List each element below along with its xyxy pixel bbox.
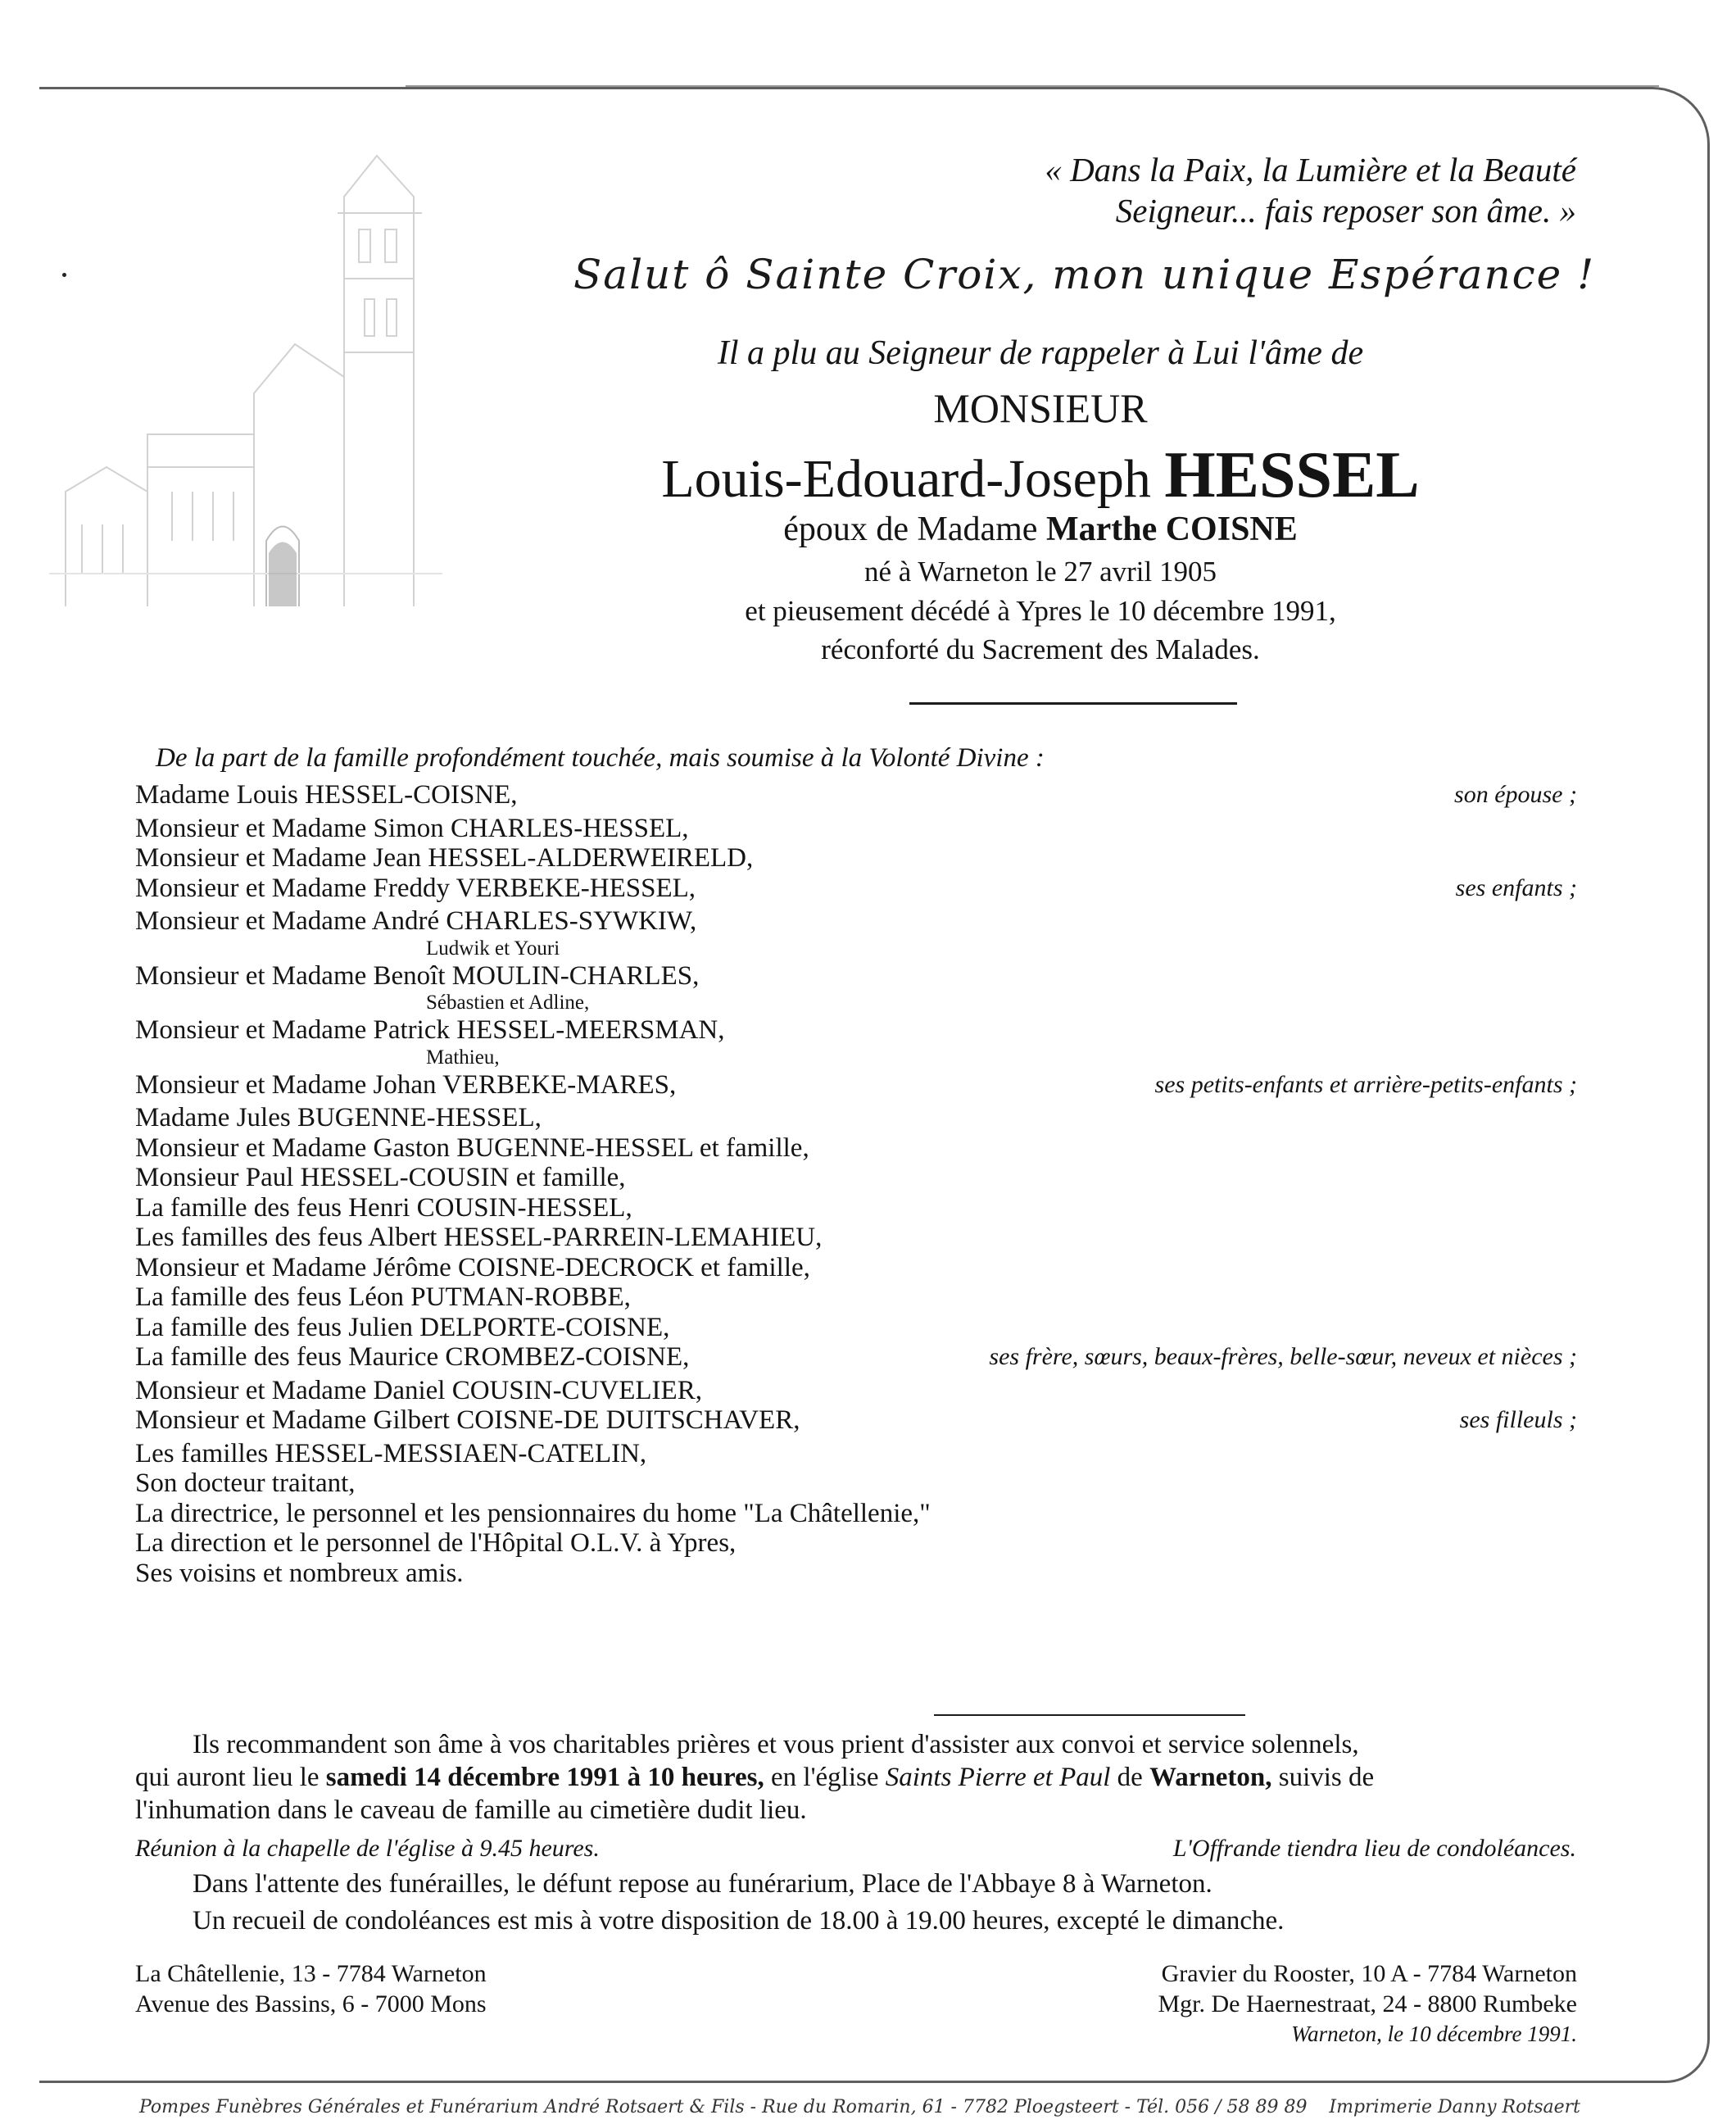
deceased-surname: HESSEL (1164, 439, 1420, 511)
ceremony-line-2 (135, 1762, 1374, 1793)
address-right (1158, 1958, 1577, 2049)
family-row (135, 1103, 1577, 1133)
family-row (135, 1342, 1577, 1373)
family-member: Monsieur Paul HESSEL-COUSIN et famille, (135, 1163, 626, 1192)
ceremony-church: Saints Pierre et Paul (885, 1763, 1111, 1792)
spouse-line (459, 510, 1622, 549)
ceremony-text-b: en l'église (764, 1763, 886, 1792)
address-left-line-2: Avenue des Bassins, 6 - 7000 Mons (135, 1990, 487, 2017)
family-row (135, 1282, 1577, 1313)
family-row (135, 1015, 1577, 1046)
family-member: Monsieur et Madame Daniel COUSIN-CUVELIER, (135, 1375, 702, 1405)
family-member: Monsieur et Madame Benoît MOULIN-CHARLES, (135, 960, 700, 991)
reunion-note: Réunion à la chapelle de l'église à 9.45 heures. (135, 1835, 600, 1862)
family-relation: son épouse ; (1454, 781, 1577, 808)
funerarium-line: Dans l'attente des funérailles, le défunt repose au funérarium, Place de l'Abbaye 8 à Warneton. (193, 1869, 1212, 1899)
family-relation: ses enfants ; (1455, 874, 1577, 901)
family-member: Madame Louis HESSEL-COISNE, (135, 780, 518, 810)
printer-left: Pompes Funèbres Générales et Funérarium André Rotsaert & Fils - Rue du Romarin, 61 - 7782 Ploegsteert - Tél. 056 / 58 89 89 (139, 2097, 1308, 2117)
family-row (135, 780, 1577, 810)
ceremony-date: samedi 14 décembre 1991 à 10 heures, (325, 1763, 764, 1792)
family-row (135, 1405, 1577, 1436)
quote-line-2: Seigneur... fais reposer son âme. » (1115, 192, 1576, 229)
ceremony-text-d: suivis de (1271, 1763, 1375, 1792)
script-line: Salut ô Sainte Croix, mon unique Espérance ! (573, 251, 1596, 298)
family-descendants: Ludwik et Youri (426, 937, 560, 960)
ceremony-text-c: de (1110, 1763, 1150, 1792)
family-row (135, 1468, 1577, 1499)
family-row (135, 1046, 1577, 1070)
spouse-prefix: époux de Madame (783, 511, 1038, 548)
family-member: La direction et le personnel de l'Hôpital O.L.V. à Ypres, (135, 1528, 737, 1558)
family-member: Monsieur et Madame Simon CHARLES-HESSEL, (135, 813, 689, 843)
family-row (135, 1499, 1577, 1529)
family-row (135, 1193, 1577, 1223)
family-descendants: Mathieu, (426, 1046, 500, 1069)
family-member: Son docteur traitant, (135, 1468, 356, 1498)
recueil-line: Un recueil de condoléances est mis à votre disposition de 18.00 à 19.00 heures, excepté le dimanche. (193, 1906, 1285, 1936)
family-row (135, 906, 1577, 937)
family-member: La famille des feus Léon PUTMAN-ROBBE, (135, 1282, 631, 1312)
family-row (135, 1253, 1577, 1283)
ceremony-line-3: l'inhumation dans le caveau de famille au cimetière dudit lieu. (135, 1795, 807, 1825)
family-member: Monsieur et Madame Patrick HESSEL-MEERSMAN, (135, 1015, 725, 1045)
offrande-note: L'Offrande tiendra lieu de condoléances. (1172, 1835, 1576, 1862)
family-row (135, 961, 1577, 992)
family-row (135, 991, 1577, 1015)
family-member: Madame Jules BUGENNE-HESSEL, (135, 1103, 542, 1132)
family-member: Les familles des feus Albert HESSEL-PARREIN-LEMAHIEU, (135, 1223, 823, 1252)
family-row (135, 937, 1577, 961)
family-row (135, 1223, 1577, 1253)
printer-right: Imprimerie Danny Rotsaert (1329, 2097, 1580, 2117)
address-right-line-2: Mgr. De Haernestraat, 24 - 8800 Rumbeke (1158, 1990, 1577, 2017)
church-sketch-image (49, 82, 442, 606)
birth-line: né à Warneton le 27 avril 1905 (863, 556, 1217, 588)
family-member: Monsieur et Madame André CHARLES-SYWKIW, (135, 906, 697, 936)
family-relation: ses petits-enfants et arrière-petits-enfants ; (1154, 1070, 1577, 1098)
ceremony-text-a: qui auront lieu le (135, 1763, 326, 1792)
family-member: Monsieur et Madame Gilbert COISNE-DE DUITSCHAVER, (135, 1405, 800, 1435)
divider-top (909, 702, 1237, 705)
ceremony-line-1: Ils recommandent son âme à vos charitables prières et vous prient d'assister aux convoi et service solennels, (193, 1730, 1359, 1759)
family-row (135, 874, 1577, 904)
quote-line-1: « Dans la Paix, la Lumière et la Beauté (1045, 151, 1576, 188)
family-member: La famille des feus Maurice CROMBEZ-COISNE, (135, 1342, 690, 1372)
family-member: La famille des feus Julien DELPORTE-COISNE, (135, 1312, 670, 1342)
family-row (135, 1376, 1577, 1406)
family-row (135, 1163, 1577, 1193)
family-member: Monsieur et Madame Johan VERBEKE-MARES, (135, 1069, 677, 1100)
family-member: Monsieur et Madame Jean HESSEL-ALDERWEIRELD, (135, 843, 754, 873)
intro-line: Il a plu au Seigneur de rappeler à Lui l'âme de (717, 334, 1364, 372)
family-member: Ses voisins et nombreux amis. (135, 1558, 464, 1588)
death-line: et pieusement décédé à Ypres le 10 décembre 1991, (745, 595, 1336, 627)
deceased-given-names: Louis-Edouard-Joseph (661, 449, 1151, 509)
title-monsieur: MONSIEUR (933, 385, 1148, 431)
family-row (135, 1313, 1577, 1343)
family-row (135, 1439, 1577, 1469)
family-member: La famille des feus Henri COUSIN-HESSEL, (135, 1192, 632, 1223)
dateline: Warneton, le 10 décembre 1991. (1291, 2022, 1577, 2046)
family-intro: De la part de la famille profondément touchée, mais soumise à la Volonté Divine : (156, 743, 1045, 773)
sacrament-line: réconforté du Sacrement des Malades. (821, 633, 1260, 665)
address-left (135, 1958, 487, 2019)
family-relation: ses filleuls ; (1459, 1406, 1577, 1433)
family-member: La directrice, le personnel et les pensionnaires du home "La Châtellenie," (135, 1498, 931, 1528)
family-member: Les familles HESSEL-MESSIAEN-CATELIN, (135, 1438, 647, 1468)
family-row (135, 843, 1577, 874)
family-row (135, 1070, 1577, 1101)
family-member: Monsieur et Madame Jérôme COISNE-DECROCK et famille, (135, 1252, 810, 1282)
address-right-line-1: Gravier du Rooster, 10 A - 7784 Warneton (1161, 1960, 1577, 1987)
spouse-name: Marthe COISNE (1045, 511, 1298, 548)
family-row (135, 1559, 1577, 1589)
family-descendants: Sébastien et Adline, (426, 992, 590, 1014)
family-row (135, 814, 1577, 844)
family-member: Monsieur et Madame Freddy VERBEKE-HESSEL, (135, 873, 696, 903)
family-relation: ses frère, sœurs, beaux-frères, belle-sœur, neveux et nièces ; (989, 1343, 1577, 1370)
family-list (135, 780, 1577, 1588)
family-row (135, 1133, 1577, 1164)
address-left-line-1: La Châtellenie, 13 - 7784 Warneton (135, 1960, 487, 1987)
family-member: Monsieur et Madame Gaston BUGENNE-HESSEL et famille, (135, 1132, 809, 1163)
family-row (135, 1528, 1577, 1559)
divider-bottom (934, 1714, 1245, 1716)
ceremony-town: Warneton, (1149, 1763, 1272, 1792)
deceased-name (459, 438, 1622, 513)
